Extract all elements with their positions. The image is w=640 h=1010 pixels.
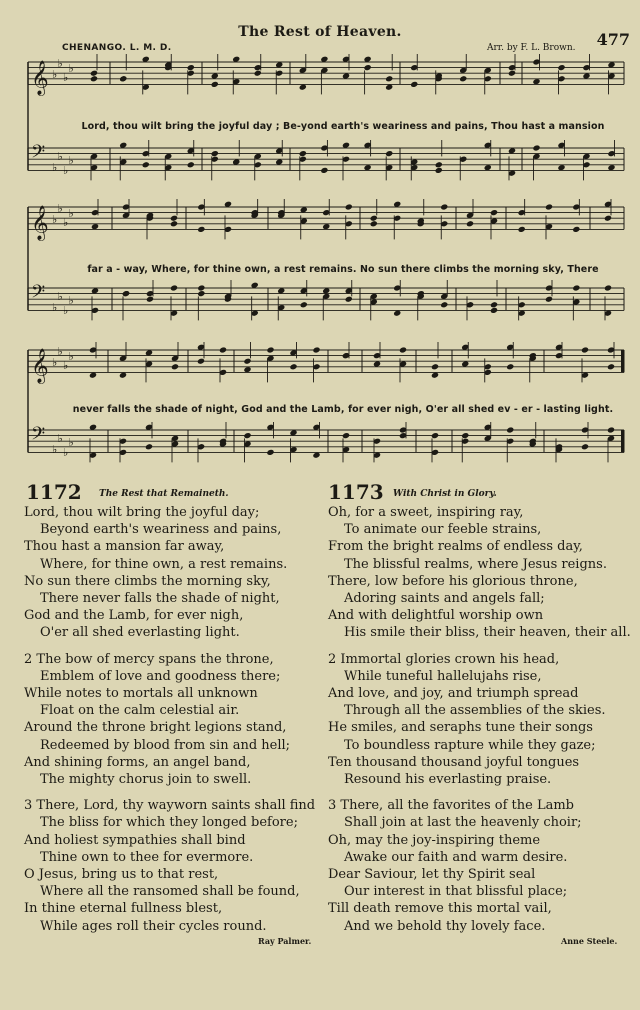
page-title: The Rest of Heaven. xyxy=(238,24,402,40)
verse-gap xyxy=(24,788,315,797)
note-head xyxy=(345,296,353,303)
note-head xyxy=(342,432,350,439)
verse-line: There never falls the shade of night, xyxy=(40,591,280,607)
verse-gap xyxy=(24,642,315,651)
verse-line: 3 There, Lord, thy wayworn saints shall find xyxy=(24,798,316,814)
note-head xyxy=(170,220,178,227)
hymn-text-1173 xyxy=(328,504,631,935)
note-head xyxy=(545,296,553,303)
verse-line: His smile their bliss, their heaven, their all. xyxy=(344,625,631,641)
verse-line: To boundless rapture while they gaze; xyxy=(344,737,596,753)
hymn-author: Ray Palmer. xyxy=(258,936,312,946)
note-head xyxy=(300,301,308,308)
note-head xyxy=(187,64,195,71)
note-head xyxy=(119,75,127,82)
note-head xyxy=(145,443,153,450)
note-head xyxy=(197,226,205,233)
note-head xyxy=(461,432,469,439)
verse-line: God and the Lamb, for ever nigh, xyxy=(24,608,244,624)
note-head xyxy=(490,307,498,314)
note-head xyxy=(506,363,514,370)
note-head xyxy=(170,215,178,222)
note-head xyxy=(581,346,589,353)
verse-line: 3 There, all the favorites of the Lamb xyxy=(328,798,574,814)
verse-line: And holiest sympathies shall bind xyxy=(24,832,246,848)
note-head xyxy=(146,296,154,303)
note-head xyxy=(607,363,615,370)
verse-line: Our interest in that blissful place; xyxy=(344,884,568,900)
score-lyric-line-2: far a - way, Where, for thine own, a rest remains. No sun there climbs the morning sky, There xyxy=(87,264,599,275)
hymn-title: The Rest that Remaineth. xyxy=(99,489,229,499)
treble-clef-icon: 𝄞 xyxy=(31,60,49,96)
score-lyric-line-1: Lord, thou wilt bring the joyful day ; Be-yond earth's weariness and pains, Thou hast a mansion xyxy=(81,121,605,132)
verse-line: And with delightful worship own xyxy=(328,608,544,624)
note-head xyxy=(170,284,178,291)
note-head xyxy=(197,284,205,291)
verse-line: Where all the ransomed shall be found, xyxy=(40,884,300,900)
flat-icon: ♭ xyxy=(68,294,74,307)
note-head xyxy=(385,75,393,82)
verse-gap xyxy=(328,788,631,797)
verse-line: Beyond earth's weariness and pains, xyxy=(40,522,282,538)
page-number: 477 xyxy=(596,30,630,49)
verse-line: While tuneful hallelujahs rise, xyxy=(344,668,542,684)
flat-icon: ♭ xyxy=(63,164,69,177)
note-head xyxy=(435,161,443,168)
verse-line: Emblem of love and goodness there; xyxy=(40,668,281,684)
note-head xyxy=(410,81,418,88)
flat-icon: ♭ xyxy=(63,304,69,317)
note-head xyxy=(243,432,251,439)
verse-line: Float on the calm celestial air. xyxy=(40,703,240,719)
flat-icon: ♭ xyxy=(52,161,58,174)
flat-icon: ♭ xyxy=(63,446,69,459)
note-head xyxy=(197,290,205,297)
hymn-number: 1172 xyxy=(26,480,82,504)
note-head xyxy=(557,64,565,71)
note-head xyxy=(572,284,580,291)
verse-line: And we behold thy lovely face. xyxy=(344,918,546,934)
note-head xyxy=(211,81,219,88)
score-lyric-line-3: never falls the shade of night, God and the Lamb, for ever nigh, O'er all shed ev - er - lasting light. xyxy=(72,404,614,415)
verse-line: Redeemed by blood from sin and hell; xyxy=(40,737,291,753)
note-head xyxy=(142,161,150,168)
verse-line: Where, for thine own, a rest remains. xyxy=(40,556,288,572)
verse-line: Through all the assemblies of the skies. xyxy=(344,703,606,719)
verse-line: Till death remove this mortal vail, xyxy=(328,901,552,917)
verse-line: In thine eternal fullness blest, xyxy=(24,901,223,917)
note-head xyxy=(431,432,439,439)
verse-line: Oh, may the joy-inspiring theme xyxy=(328,832,541,848)
note-head xyxy=(90,75,98,82)
note-head xyxy=(545,203,553,210)
flat-icon: ♭ xyxy=(68,154,74,167)
note-head xyxy=(364,64,372,71)
note-head xyxy=(508,70,516,77)
verse-line: He smiles, and seraphs tune their songs xyxy=(328,720,593,736)
bass-clef-icon: 𝄢 xyxy=(31,142,46,167)
bass-clef-icon: 𝄢 xyxy=(31,282,46,307)
note-head xyxy=(607,426,615,433)
flat-icon: ♭ xyxy=(52,213,58,226)
flat-icon: ♭ xyxy=(68,207,74,220)
verse-line: Shall join at last the heavenly choir; xyxy=(344,815,582,831)
flat-icon: ♭ xyxy=(68,62,74,75)
flat-icon: ♭ xyxy=(63,71,69,84)
note-head xyxy=(243,358,251,365)
final-bar-line xyxy=(621,430,624,452)
note-head xyxy=(435,167,443,174)
note-head xyxy=(604,284,612,291)
bass-clef-icon: 𝄢 xyxy=(31,424,46,449)
note-head xyxy=(431,363,439,370)
flat-icon: ♭ xyxy=(57,290,63,303)
verse-line: Awake our faith and warm desire. xyxy=(344,849,568,865)
verse-line: There, low before his glorious throne, xyxy=(328,573,578,589)
note-head xyxy=(187,161,195,168)
arranger-credit: Arr. by F. L. Brown. xyxy=(487,43,576,53)
note-head xyxy=(581,443,589,450)
flat-icon: ♭ xyxy=(52,68,58,81)
note-head xyxy=(385,150,393,157)
verse-line: Thine own to thee for evermore. xyxy=(40,849,254,865)
note-head xyxy=(370,220,378,227)
verse-line: To animate our feeble strains, xyxy=(344,522,542,538)
flat-icon: ♭ xyxy=(52,356,58,369)
flat-icon: ♭ xyxy=(57,345,63,358)
flat-icon: ♭ xyxy=(57,202,63,215)
note-head xyxy=(219,346,227,353)
note-head xyxy=(370,215,378,222)
note-head xyxy=(211,150,219,157)
note-head xyxy=(171,363,179,370)
note-head xyxy=(289,363,297,370)
note-head xyxy=(440,203,448,210)
note-head xyxy=(490,301,498,308)
flat-icon: ♭ xyxy=(68,436,74,449)
note-head xyxy=(345,203,353,210)
note-head xyxy=(399,346,407,353)
verse-line: And love, and joy, and triumph spread xyxy=(328,686,579,702)
note-head xyxy=(459,75,467,82)
verse-line: While notes to mortals all unknown xyxy=(24,686,258,702)
note-head xyxy=(506,426,514,433)
flat-icon: ♭ xyxy=(57,432,63,445)
note-head xyxy=(197,358,205,365)
hymn-author: Anne Steele. xyxy=(561,936,618,946)
hymn-title: With Christ in Glory. xyxy=(393,489,497,499)
note-head xyxy=(299,150,307,157)
verse-line: Lord, thou wilt bring the joyful day; xyxy=(24,505,260,520)
verse-line: Oh, for a sweet, inspiring ray, xyxy=(328,505,524,520)
verse-line: From the bright realms of endless day, xyxy=(328,539,583,555)
verse-line: O Jesus, bring us to that rest, xyxy=(24,867,219,883)
note-head xyxy=(572,226,580,233)
note-head xyxy=(254,70,262,77)
treble-clef-icon: 𝄞 xyxy=(31,348,49,384)
hymn-text-1172 xyxy=(24,504,315,935)
flat-icon: ♭ xyxy=(63,216,69,229)
note-head xyxy=(518,226,526,233)
flat-icon: ♭ xyxy=(57,57,63,70)
note-head xyxy=(604,215,612,222)
flat-icon: ♭ xyxy=(57,150,63,163)
note-head xyxy=(440,301,448,308)
note-head xyxy=(266,346,274,353)
verse-line: Dear Saviour, let thy Spirit seal xyxy=(328,867,536,883)
flat-icon: ♭ xyxy=(52,301,58,314)
note-head xyxy=(490,209,498,216)
note-head xyxy=(266,449,274,456)
flat-icon: ♭ xyxy=(68,350,74,363)
verse-line: The blissful realms, where Jesus reigns. xyxy=(344,556,607,572)
treble-clef-icon: 𝄞 xyxy=(31,205,49,241)
note-head xyxy=(532,144,540,151)
verse-line: 2 Immortal glories crown his head, xyxy=(328,651,560,667)
verse-line: 2 The bow of mercy spans the throne, xyxy=(24,651,274,667)
verse-gap xyxy=(328,642,631,651)
note-head xyxy=(122,290,130,297)
verse-line: The bliss for which they longed before; xyxy=(40,815,298,831)
tune-name: CHENANGO. L. M. D. xyxy=(62,43,172,53)
verse-line: Thou hast a mansion far away, xyxy=(24,539,225,555)
verse-line: Adoring saints and angels fall; xyxy=(344,591,545,607)
verse-line: The mighty chorus join to swell. xyxy=(40,772,252,788)
verse-line: While ages roll their cycles round. xyxy=(40,918,267,934)
hymn-number: 1173 xyxy=(328,480,384,504)
verse-line: Around the throne bright legions stand, xyxy=(24,720,287,736)
note-head xyxy=(320,167,328,174)
verse-line: Resound his everlasting praise. xyxy=(344,772,552,788)
note-head xyxy=(466,220,474,227)
verse-line: O'er all shed everlasting light. xyxy=(40,625,240,641)
verse-line: No sun there climbs the morning sky, xyxy=(24,573,271,589)
note-head xyxy=(90,70,98,77)
final-bar-line xyxy=(621,350,624,372)
verse-line: Ten thousand thousand joyful tongues xyxy=(328,754,580,770)
flat-icon: ♭ xyxy=(63,359,69,372)
note-head xyxy=(312,346,320,353)
flat-icon: ♭ xyxy=(52,443,58,456)
verse-line: And shining forms, an angel band, xyxy=(24,754,251,770)
